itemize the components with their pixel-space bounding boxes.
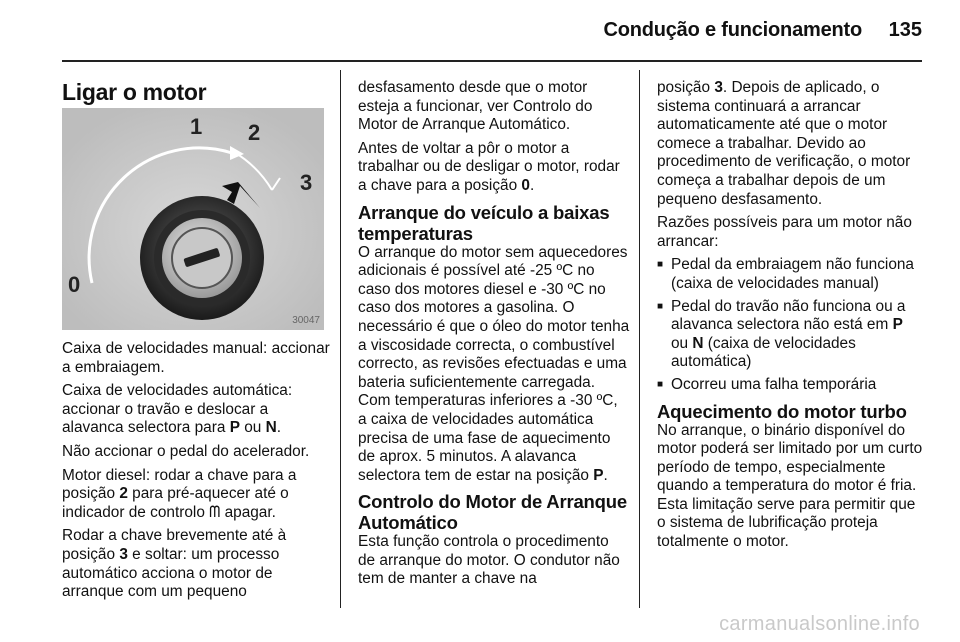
column-1-body	[62, 340, 332, 607]
watermark: carmanualsonline.info	[719, 613, 920, 635]
section-heading-turbo-warmup: Aquecimento do motor turbo	[657, 400, 907, 422]
reasons-list	[657, 256, 923, 394]
list-item: ■ Pedal da embraiagem não funciona (caixa de velocidades manual)	[657, 256, 923, 293]
paragraph-automatic-gearbox: Caixa de velocidades automática: accionar o travão e deslocar a alavanca selectora para P ou N.	[62, 382, 293, 437]
paragraph-reasons: Razões possíveis para um motor não arrancar:	[657, 214, 912, 250]
paragraph-cold-start: O arranque do motor sem aquecedores adicionais é possível até -25 ºC no caso dos motores diesel e -30 ºC no caso dos motores a gasolina. O necessário é que o óleo do motor tenha a viscosidade correcta, o combustível correcto, as revisões efectuadas e uma bateria suficientemente carregada. Com temperaturas inferiores a -30 ºC, a caixa de velocidades automática precisa de uma fase de aquecimento de aprox. 5 minutos. A alavanca selectora tem de estar na posição P.	[358, 243, 630, 484]
paragraph-delay: desfasamento desde que o motor esteja a funcionar, ver Controlo do Motor de Arranque Automático.	[358, 79, 593, 134]
position-label-0: 0	[68, 272, 81, 297]
position-label-1: 1	[190, 114, 203, 139]
ignition-switch-figure	[62, 108, 324, 330]
column-2	[358, 79, 630, 594]
list-item: ■ Pedal do travão não funciona ou a alavanca selectora não está em P ou N (caixa de velocidades automática)	[657, 298, 923, 372]
column-divider-1	[340, 70, 341, 608]
section-heading-cold-start: Arranque do veículo a baixas temperaturas	[358, 201, 610, 244]
column-divider-2	[639, 70, 640, 608]
paragraph-diesel: Motor diesel: rodar a chave para a posição 2 para pré-aquecer até o indicador de controlo ᗰ apagar.	[62, 466, 297, 521]
page-number: 135	[888, 19, 922, 41]
position-label-3: 3	[300, 170, 313, 195]
paragraph-accelerator: Não accionar o pedal do acelerador.	[62, 442, 310, 460]
figure-number: 30047	[292, 315, 320, 326]
position-label-2: 2	[248, 120, 261, 145]
list-item: ■ Ocorreu uma falha temporária	[657, 376, 923, 395]
section-heading-ligar-o-motor: Ligar o motor	[62, 79, 207, 105]
paragraph-automatic-start-control: Esta função controla o procedimento de arranque do motor. O condutor não tem de manter a chave na	[358, 533, 620, 588]
column-1	[62, 79, 330, 105]
preheat-indicator-icon: ᗰ	[209, 503, 221, 521]
paragraph-position-3: posição 3. Depois de aplicado, o sistema continuará a arrancar automaticamente até que o motor comece a trabalhar. Devido ao procedimento de verificação, o motor começa a trabalhar depois de um pequeno desfasamento.	[657, 79, 911, 208]
running-header-title: Condução e funcionamento	[603, 19, 862, 41]
header-rule	[62, 60, 922, 62]
paragraph-manual-gearbox: Caixa de velocidades manual: accionar a embraiagem.	[62, 340, 330, 376]
column-3	[657, 79, 923, 557]
ignition-switch-illustration	[62, 108, 324, 330]
paragraph-start-key: Rodar a chave brevemente até à posição 3 e soltar: um processo automático acciona o motor de arranque com um pequeno	[62, 527, 287, 601]
paragraph-restart: Antes de voltar a pôr o motor a trabalhar ou de desligar o motor, rodar a chave para a posição 0.	[358, 139, 620, 194]
section-heading-automatic-start-control: Controlo do Motor de Arranque Automático	[358, 491, 627, 534]
paragraph-turbo-warmup: No arranque, o binário disponível do motor poderá ser limitado por um curto período de tempo, especialmente quando a temperatura do motor é fria. Esta limitação serve para permitir que o sistema de lubrificação proteja totalmente o motor.	[657, 421, 923, 551]
